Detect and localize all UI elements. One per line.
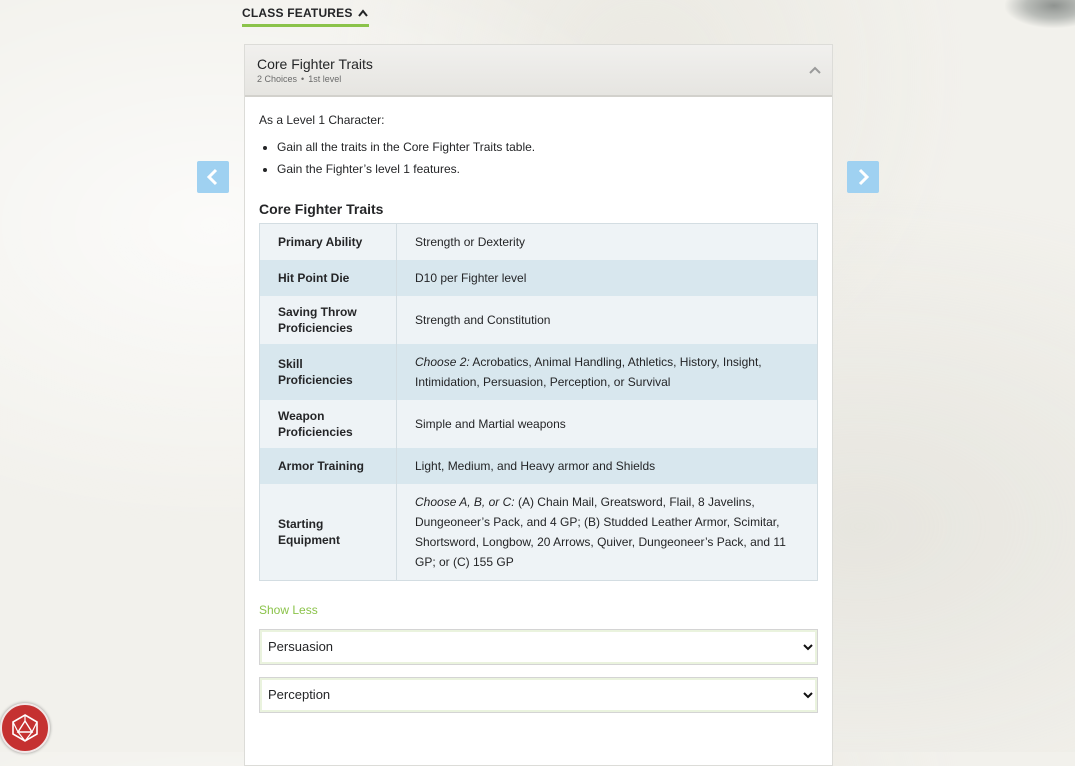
chevron-up-icon (357, 8, 369, 18)
table-row (260, 400, 818, 448)
class-features-label: CLASS FEATURES (242, 6, 353, 20)
next-button[interactable] (847, 161, 879, 193)
trait-name: Skill Proficiencies (260, 344, 397, 400)
trait-name: Starting Equipment (260, 484, 397, 581)
trait-value-text: D10 per Fighter level (415, 271, 527, 285)
traits-table-title: Core Fighter Traits (259, 201, 384, 217)
skill-select-value: Perception (268, 687, 331, 702)
trait-value-text: Strength and Constitution (415, 313, 551, 327)
feature-bullets (259, 139, 818, 177)
trait-value (397, 296, 818, 344)
feature-level: 1st level (308, 74, 342, 84)
trait-value (397, 484, 818, 581)
feature-panel-header[interactable] (245, 45, 832, 97)
chevron-left-icon (206, 168, 220, 186)
table-row (260, 224, 818, 261)
feature-title: Core Fighter Traits (257, 56, 373, 72)
list-item: • Gain the Fighter’s level 1 features. (277, 161, 818, 177)
trait-value-text: Light, Medium, and Heavy armor and Shields (415, 459, 656, 473)
trait-value (397, 224, 818, 261)
trait-value (397, 260, 818, 296)
feature-panel (244, 44, 833, 766)
table-row (260, 448, 818, 484)
skill-select-2[interactable] (259, 677, 818, 713)
chevron-down-icon (803, 643, 813, 651)
trait-value-text: Strength or Dexterity (415, 235, 526, 249)
trait-value (397, 344, 818, 400)
trait-value-text: (A) Chain Mail, Greatsword, Flail, 8 Javelins, Dungeoneer’s Pack, and 4 GP; (B) Studded Leather Armor, Scimitar, Shortsword, Longbow, 20 Arrows, Quiver, Dungeoneer’s Pack, and 11 GP; or (C) 155 GP (415, 495, 786, 569)
skill-select-1[interactable] (259, 629, 818, 665)
table-row (260, 260, 818, 296)
trait-name: Primary Ability (260, 224, 397, 261)
chevron-down-icon (803, 691, 813, 699)
dice-roller-button[interactable] (0, 703, 50, 753)
feature-intro: As a Level 1 Character: (259, 113, 385, 127)
table-row (260, 296, 818, 344)
list-item: • Gain all the traits in the Core Fighter Traits table. (277, 139, 818, 155)
show-less-link[interactable]: Show Less (259, 603, 318, 617)
class-features-header[interactable] (242, 6, 369, 27)
trait-name: Weapon Proficiencies (260, 400, 397, 448)
previous-button[interactable] (197, 161, 229, 193)
trait-value-text: Simple and Martial weapons (415, 417, 566, 431)
skill-select-value: Persuasion (268, 639, 334, 654)
trait-value (397, 400, 818, 448)
feature-choices: 2 Choices (257, 74, 298, 84)
trait-name: Hit Point Die (260, 260, 397, 296)
trait-name: Armor Training (260, 448, 397, 484)
corner-artwork (1005, 0, 1075, 28)
trait-choice-label: Choose A, B, or C: (415, 495, 515, 509)
trait-value-text: Acrobatics, Animal Handling, Athletics, History, Insight, Intimidation, Persuasion, Perception, or Survival (415, 355, 762, 389)
chevron-up-icon[interactable] (808, 65, 822, 75)
trait-name: Saving Throw Proficiencies (260, 296, 397, 344)
d20-icon (10, 713, 40, 743)
trait-value (397, 448, 818, 484)
feature-meta: 2 Choices • 1st level (257, 74, 342, 84)
traits-table (259, 223, 818, 581)
trait-choice-label: Choose 2: (415, 355, 470, 369)
table-row (260, 484, 818, 581)
table-row (260, 344, 818, 400)
chevron-right-icon (856, 168, 870, 186)
